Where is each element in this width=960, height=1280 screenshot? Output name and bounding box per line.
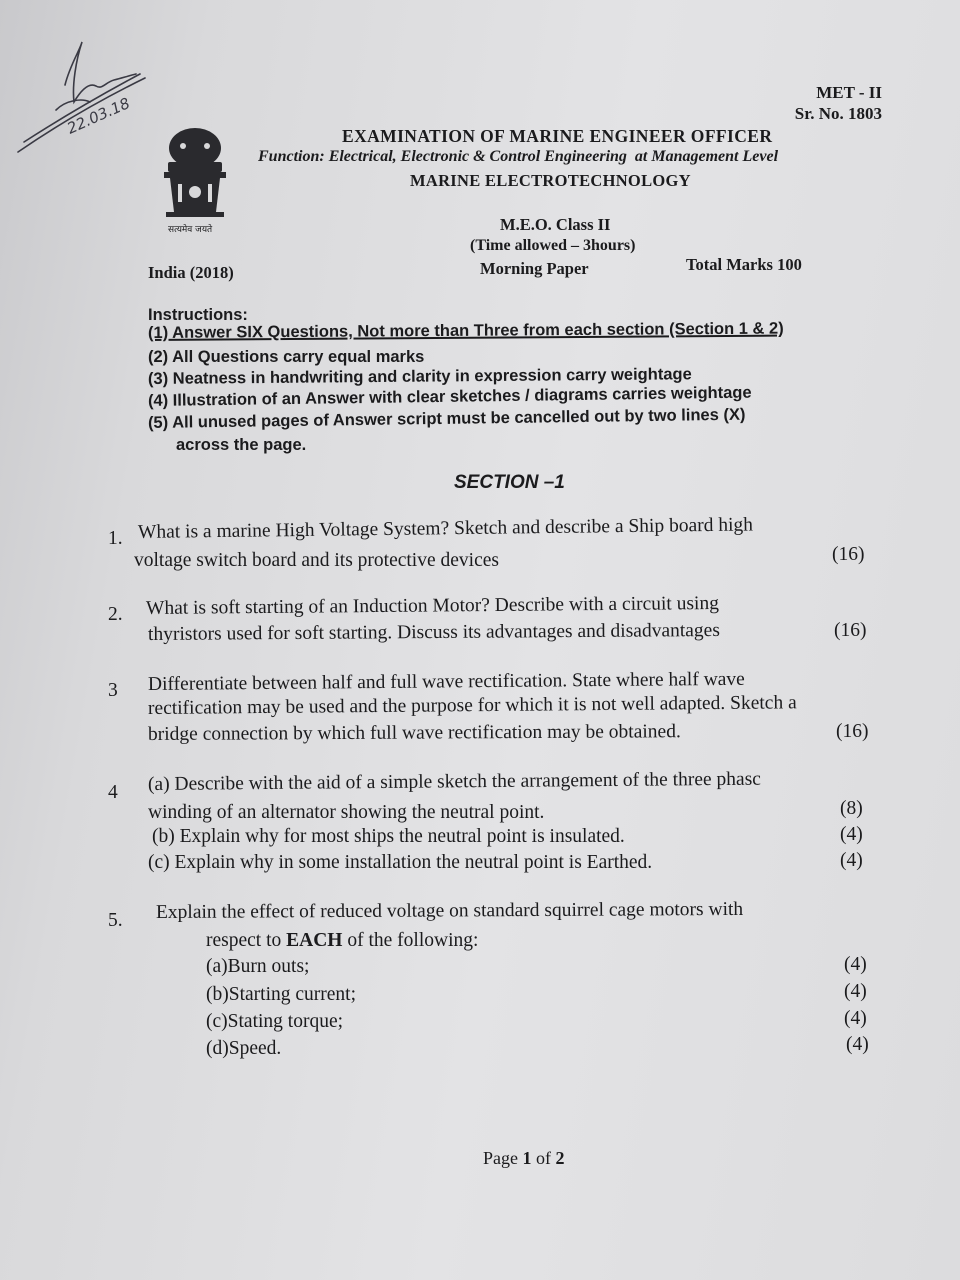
sub-question-label: (b) [206,984,229,1005]
question-marks: (4) [844,1008,867,1029]
sub-question [206,1038,281,1060]
class-label: M.E.O. Class II [500,215,611,234]
instructions-title: Instructions: [148,306,248,324]
sub-question-text: Burn outs; [227,956,310,977]
instruction-item: (2) All Questions carry equal marks [148,348,425,366]
total-marks: Total Marks 100 [686,255,802,274]
question-number: 2. [108,604,123,625]
page-of: of [531,1148,556,1168]
question-number: 3 [108,680,118,701]
question-text: What is a marine High Voltage System? Sketch and describe a Ship board high [137,514,754,543]
question-text: bridge connection by which full wave rectification may be obtained. [147,721,681,745]
question-text: rectification may be used and the purpose for which it is not well adapted. Sketch a [147,692,797,719]
page-label: Page [483,1148,523,1168]
paper-code: MET - II [816,83,882,102]
question-part: (c) Explain why in some installation the neutral point is Earthed. [148,852,653,873]
question-marks: (4) [840,850,863,871]
exam-title: EXAMINATION OF MARINE ENGINEER OFFICER [342,126,773,146]
question-marks: (4) [844,981,867,1002]
instruction-item: (4) Illustration of an Answer with clear sketches / diagrams carries weightage [147,383,752,410]
question-number: 5. [108,910,123,931]
question-text [206,930,478,952]
question-part: winding of an alternator showing the neutral point. [148,802,545,823]
question-marks: (16) [832,544,865,565]
question-text: Explain the effect of reduced voltage on standard squirrel cage motors with [155,898,744,923]
question-text: Differentiate between half and full wave rectification. State where half wave [147,668,745,695]
sub-question [206,984,356,1006]
instruction-item: (5) All unused pages of Answer script must be cancelled out by two lines (X) [147,405,746,432]
sub-question-label: (d) [206,1038,229,1059]
question-marks: (8) [840,798,863,819]
serial-number: Sr. No. 1803 [794,104,882,123]
sub-question-text: Stating torque; [227,1011,344,1032]
question-text-pre: respect to [206,930,287,951]
question-marks: (4) [846,1034,869,1055]
question-text: What is soft starting of an Induction Motor? Describe with a circuit using [145,593,720,619]
question-number: 4 [108,782,118,803]
question-text-post: of the following: [342,930,479,951]
page-total: 2 [555,1148,565,1168]
sub-question-text: Starting current; [228,984,357,1005]
sub-question [206,956,309,978]
time-allowed: (Time allowed – 3hours) [470,237,636,254]
function-line [258,148,778,166]
question-text-emphasis: EACH [286,930,343,951]
question-marks: (4) [844,954,867,975]
emblem-caption: सत्यमेव जयते [168,225,213,235]
question-number: 1. [108,528,123,549]
instruction-item: (3) Neatness in handwriting and clarity in expression carry weightage [147,365,692,388]
sub-question-label: (a) [206,956,228,977]
subject-title: MARINE ELECTROTECHNOLOGY [410,171,691,190]
question-marks: (16) [836,721,869,742]
page-current: 1 [522,1148,532,1168]
function-text: Electrical, Electronic & Control Engineering at Management Level [328,148,779,165]
instruction-item: (1) Answer SIX Questions, Not more than Three from each section (Section 1 & 2) [147,319,784,342]
national-emblem-icon [150,122,240,222]
sub-question-label: (c) [206,1011,228,1032]
question-text: voltage switch board and its protective devices [134,550,499,571]
instruction-item: across the page. [176,436,307,454]
section-heading: SECTION –1 [454,472,565,493]
question-part: (a) Describe with the aid of a simple sketch the arrangement of the three phasc [147,768,761,795]
country-year: India (2018) [148,263,234,282]
question-part: (b) Explain why for most ships the neutral point is insulated. [152,826,625,847]
question-text: thyristors used for soft starting. Discuss its advantages and disadvantages [147,620,720,645]
signature-date: 22.03.18 [64,94,133,138]
page-number [483,1148,565,1169]
question-marks: (4) [840,824,863,845]
sub-question [206,1011,343,1033]
sub-question-text: Speed. [228,1038,282,1059]
function-label: Function: [258,148,325,165]
session-label: Morning Paper [480,259,589,278]
question-marks: (16) [834,620,867,641]
